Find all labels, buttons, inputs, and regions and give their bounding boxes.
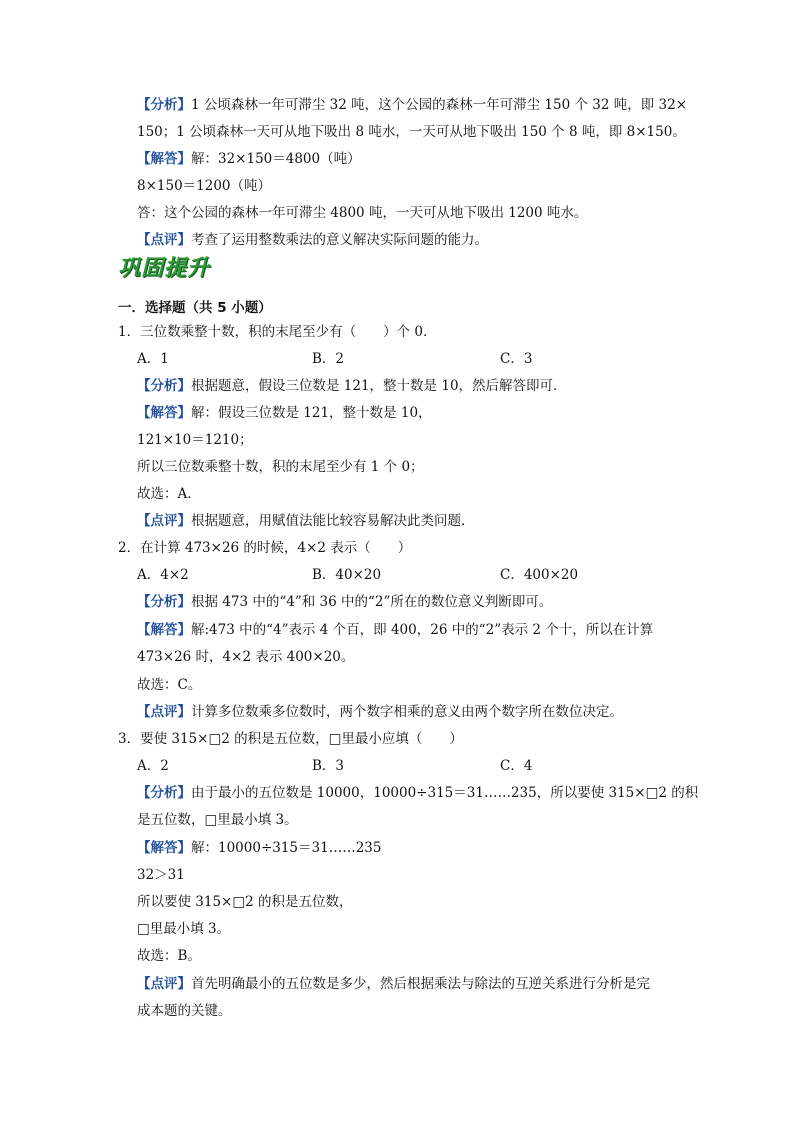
- q3-answer-text: 解：10000÷315＝31……235: [191, 840, 382, 856]
- prev-answer-line-3: 答：这个公园的森林一年可滞尘 4800 吨，一天可从地下吸出 1200 吨水。: [137, 205, 588, 221]
- q1-choice: 故选：A．: [137, 486, 201, 502]
- q1-answer-line-1: [137, 403, 432, 423]
- comment-tag: 【点评】: [137, 513, 191, 529]
- q1-answer-line-3: 所以三位数乘整十数，积的末尾至少有 1 个 0；: [137, 459, 424, 475]
- analysis-tag: 【分析】: [137, 785, 191, 801]
- q1-analysis: [137, 376, 567, 396]
- q2-answer-line-1: [137, 620, 653, 640]
- answer-tag: 【解答】: [137, 840, 191, 856]
- q2-answer-text: 解:473 中的“4”表示 4 个百，即 400，26 中的“2”表示 2 个十，所以在计算: [191, 622, 654, 638]
- answer-tag: 【解答】: [137, 405, 191, 421]
- q3-answer-line-2: 32＞31: [137, 867, 185, 883]
- comment-tag: 【点评】: [137, 232, 191, 248]
- section-heading: 一．选择题（共 5 小题）: [118, 300, 272, 316]
- q2-option-b: B．40×20: [312, 567, 382, 583]
- q3-choice: 故选：B。: [137, 948, 201, 964]
- q2-option-c: C．400×20: [500, 567, 579, 583]
- q3-stem: 3．要使 315×□2 的积是五位数，□里最小应填（ ）: [118, 731, 463, 747]
- q2-analysis: [137, 592, 552, 612]
- q1-option-c: C．3: [500, 351, 533, 367]
- q3-option-b: B．3: [312, 758, 345, 774]
- q1-answer-line-2: 121×10＝1210；: [137, 432, 253, 448]
- q2-option-a: A．4×2: [137, 567, 189, 583]
- q1-option-b: B．2: [312, 351, 345, 367]
- q3-analysis-line-2: 是五位数，□里最小填 3。: [137, 812, 298, 828]
- q1-comment: [137, 511, 475, 531]
- q3-comment-text: 首先明确最小的五位数是多少，然后根据乘法与除法的互逆关系进行分析是完: [191, 976, 650, 992]
- q3-answer-line-4: □里最小填 3。: [137, 921, 231, 937]
- prev-answer-text: 解：32×150＝4800（吨）: [191, 151, 361, 167]
- q1-option-a: A．1: [137, 351, 169, 367]
- analysis-tag: 【分析】: [137, 378, 191, 394]
- q3-option-a: A．2: [137, 758, 169, 774]
- q1-analysis-text: 根据题意，假设三位数是 121，整十数是 10，然后解答即可．: [191, 378, 567, 394]
- q2-stem: 2．在计算 473×26 的时候，4×2 表示（ ）: [118, 540, 412, 556]
- prev-comment-text: 考查了运用整数乘法的意义解决实际问题的能力。: [191, 232, 488, 248]
- q2-comment: [137, 702, 623, 722]
- q1-stem: 1．三位数乘整十数，积的末尾至少有（ ）个 0．: [118, 324, 437, 340]
- q2-choice: 故选：C。: [137, 677, 202, 693]
- analysis-tag: 【分析】: [137, 594, 191, 610]
- answer-tag: 【解答】: [137, 151, 191, 167]
- q3-analysis-text: 由于最小的五位数是 10000，10000÷315＝31……235，所以要使 315×□2 的积: [191, 785, 699, 801]
- q2-answer-line-2: 473×26 时，4×2 表示 400×20。: [137, 649, 355, 665]
- prev-analysis-text: 1 公顷森林一年可滞尘 32 吨，这个公园的森林一年可滞尘 150 个 32 吨，即 32×: [191, 97, 688, 113]
- q3-option-c: C．4: [500, 758, 533, 774]
- q1-comment-text: 根据题意，用赋值法能比较容易解决此类问题．: [191, 513, 475, 529]
- section-title: 巩固提升: [118, 256, 211, 281]
- prev-analysis-line-1: [137, 95, 687, 115]
- prev-answer-line-1: [137, 149, 361, 169]
- q3-answer-line-1: [137, 838, 381, 858]
- q2-analysis-text: 根据 473 中的“4”和 36 中的“2”所在的数位意义判断即可。: [191, 594, 553, 610]
- prev-comment-line: [137, 230, 488, 250]
- q3-comment-line-1: [137, 974, 650, 994]
- q3-answer-line-3: 所以要使 315×□2 的积是五位数，: [137, 894, 353, 910]
- comment-tag: 【点评】: [137, 976, 191, 992]
- prev-analysis-line-2: 150；1 公顷森林一天可从地下吸出 8 吨水，一天可从地下吸出 150 个 8 吨，即 8×150。: [137, 124, 686, 140]
- prev-answer-line-2: 8×150＝1200（吨）: [137, 178, 272, 194]
- q2-comment-text: 计算多位数乘多位数时，两个数字相乘的意义由两个数字所在数位决定。: [191, 704, 623, 720]
- answer-tag: 【解答】: [137, 622, 191, 638]
- comment-tag: 【点评】: [137, 704, 191, 720]
- q3-analysis-line-1: [137, 783, 698, 803]
- q1-answer-text: 解：假设三位数是 121，整十数是 10，: [191, 405, 432, 421]
- q3-comment-line-2: 成本题的关键。: [137, 1003, 232, 1019]
- analysis-tag: 【分析】: [137, 97, 191, 113]
